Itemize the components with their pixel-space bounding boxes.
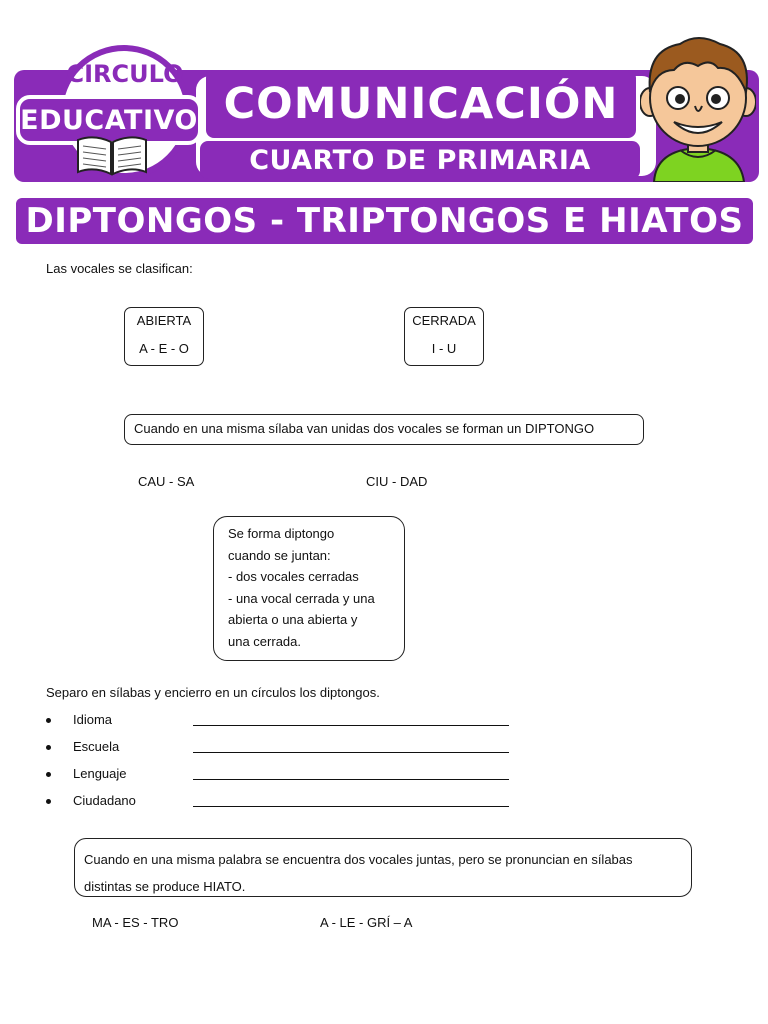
exercise-word: Ciudadano xyxy=(73,793,136,808)
exercise-word: Escuela xyxy=(73,739,120,754)
exercise-word: Idioma xyxy=(73,712,113,727)
hiato-line: distintas se produce HIATO. xyxy=(84,879,246,894)
intro-text: Las vocales se clasifican: xyxy=(46,261,193,276)
vowel-box-closed xyxy=(404,307,484,366)
bullet-icon xyxy=(46,718,51,723)
header-title: COMUNICACIÓN xyxy=(223,79,619,129)
logo-top-label: CIRCULO xyxy=(66,60,184,88)
answer-line[interactable] xyxy=(193,806,509,807)
bullet-icon xyxy=(46,772,51,777)
answer-line[interactable] xyxy=(193,725,509,726)
bullet-icon xyxy=(46,745,51,750)
diptongo-rule-box xyxy=(213,516,405,661)
rule-line: una cerrada. xyxy=(228,633,301,649)
hiato-example: MA - ES - TRO xyxy=(92,915,179,930)
logo-band-text: EDUCATIVO xyxy=(20,104,198,136)
hiato-definition-box xyxy=(74,838,692,897)
logo-top-text xyxy=(55,60,195,88)
section-title-box xyxy=(16,198,753,244)
vowel-box-vowels: A - E - O xyxy=(139,341,189,356)
rule-line: cuando se juntan: xyxy=(228,547,331,563)
book-icon xyxy=(74,132,150,178)
exercise-item xyxy=(46,766,516,784)
answer-line[interactable] xyxy=(193,752,509,753)
rule-line: abierta o una abierta y xyxy=(228,612,358,627)
exercise-item xyxy=(46,712,516,730)
diptongo-definition: Cuando en una misma sílaba van unidas dos vocales se forman un DIPTONGO xyxy=(134,421,595,436)
exercise-instruction: Separo en sílabas y encierro en un círculos los diptongos. xyxy=(46,685,380,700)
vowel-box-label: ABIERTA xyxy=(136,313,192,328)
section-title: DIPTONGOS - TRIPTONGOS E HIATOS xyxy=(25,201,744,241)
hiato-line: Cuando en una misma palabra se encuentra dos vocales juntas, pero se pronuncian en sílabas xyxy=(84,852,633,867)
boy-face-icon xyxy=(640,30,756,182)
rule-line: Se forma diptongo xyxy=(228,526,335,541)
rule-line: - una vocal cerrada y una xyxy=(228,590,375,606)
diptongo-definition-box xyxy=(124,414,644,445)
vowel-box-open xyxy=(124,307,204,366)
hiato-example: A - LE - GRÍ – A xyxy=(320,915,413,930)
exercise-item xyxy=(46,793,516,811)
exercise-word: Lenguaje xyxy=(73,766,127,781)
rule-line: - dos vocales cerradas xyxy=(228,569,359,584)
vowel-box-vowels: I - U xyxy=(431,341,457,356)
header-title-box xyxy=(206,70,636,138)
bullet-icon xyxy=(46,799,51,804)
diptongo-example: CAU - SA xyxy=(138,474,195,489)
header-subtitle-box xyxy=(200,141,640,179)
header-subtitle: CUARTO DE PRIMARIA xyxy=(249,144,591,176)
vowel-box-label: CERRADA xyxy=(412,313,476,328)
diptongo-example: CIU - DAD xyxy=(366,474,428,489)
answer-line[interactable] xyxy=(193,779,509,780)
exercise-item xyxy=(46,739,516,757)
